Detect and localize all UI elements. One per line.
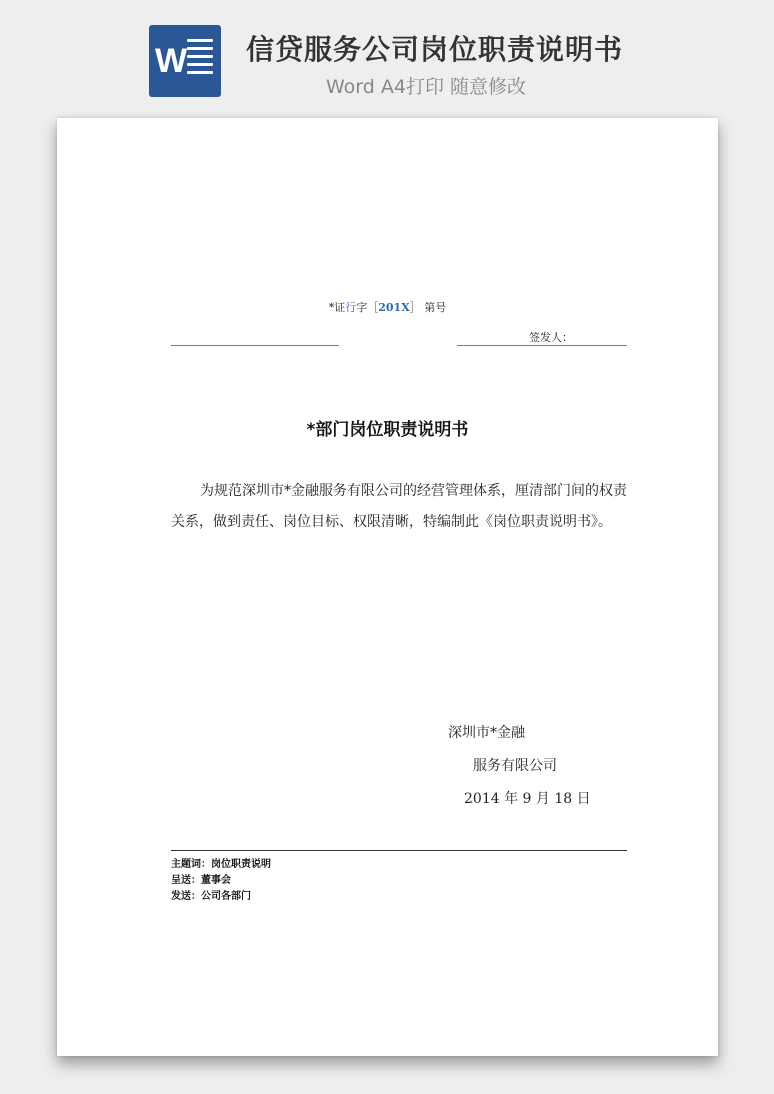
signature-date: 2014 年 9 月 18 日 <box>464 791 591 807</box>
document-title: *部门岗位职责说明书 <box>306 420 469 440</box>
footer-block <box>171 857 271 905</box>
document-lines-icon <box>187 39 213 83</box>
body-paragraph: 为规范深圳市*金融服务有限公司的经营管理体系，厘清部门间的权责关系，做到责任、岗位目标、权限清晰，特编制此《岗位职责说明书》。 <box>171 483 627 530</box>
document-page <box>57 118 718 1056</box>
document-number <box>57 299 718 315</box>
footer-subject: 主题词：岗位职责说明 <box>171 859 271 870</box>
footer-distribute: 发送：公司各部门 <box>171 891 251 902</box>
docno-middle: 行 <box>345 301 357 314</box>
footer-submit: 呈送：董事会 <box>171 875 231 886</box>
signature-line-2: 服务有限公司 <box>473 758 557 774</box>
word-icon <box>149 25 221 97</box>
docno-suffix: 字［ <box>356 301 379 314</box>
docno-close: ］ <box>409 301 421 314</box>
page-title: 信贷服务公司岗位职责说明书 <box>246 33 624 66</box>
divider-left <box>171 345 339 346</box>
divider-right <box>457 345 627 346</box>
docno-tail: 第号 <box>424 301 447 314</box>
word-logo-letter: W <box>155 42 188 80</box>
page-subtitle: Word A4打印 随意修改 <box>326 76 527 98</box>
issuer-label: 签发人： <box>529 331 573 344</box>
docno-year: 201X <box>378 301 410 314</box>
header <box>0 0 774 110</box>
signature-line-1: 深圳市*金融 <box>448 725 525 741</box>
docno-prefix: *证 <box>328 301 346 314</box>
footer-divider <box>171 850 627 851</box>
